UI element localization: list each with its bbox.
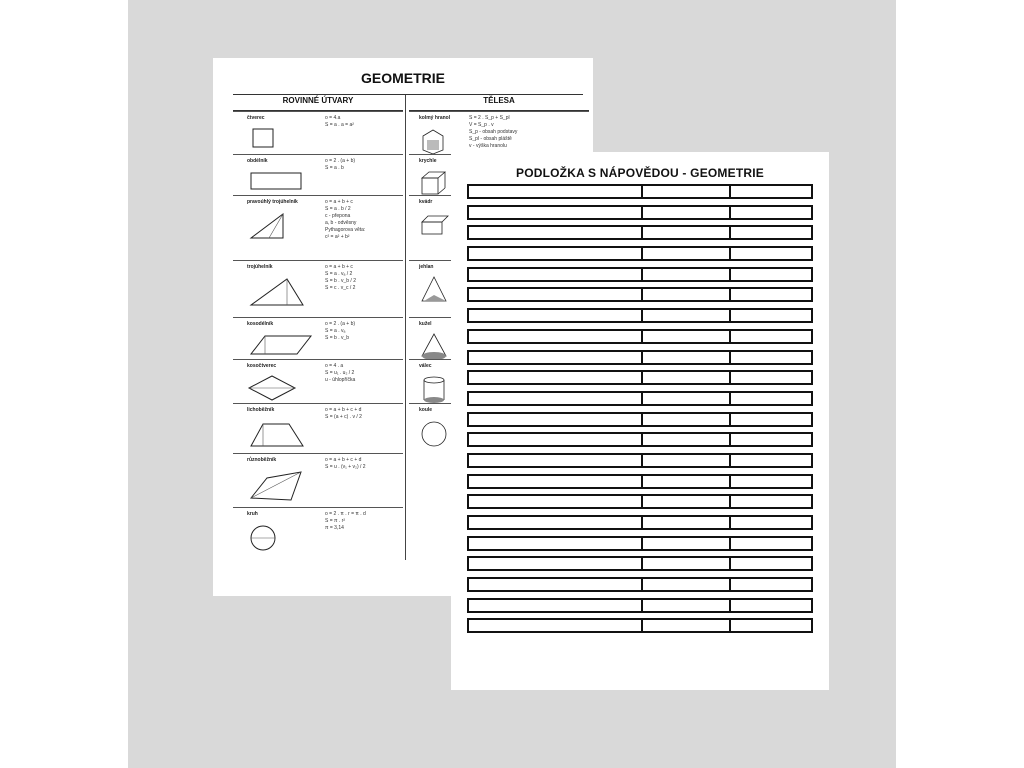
shape-row	[233, 403, 403, 454]
shape-formula: o = a + b + c + d S = u . (v₁ + v₂) / 2	[325, 457, 366, 470]
answer-cell-col1	[467, 184, 643, 199]
shape-name: různoběžník	[247, 457, 277, 463]
shape-row	[233, 359, 403, 404]
answer-cell-col2	[641, 370, 731, 385]
answer-row	[467, 577, 813, 598]
shape-name: pravoúhlý trojúhelník	[247, 199, 298, 205]
shape-name: kruh	[247, 511, 258, 517]
answer-row	[467, 412, 813, 433]
answer-cell-col2	[641, 412, 731, 427]
answer-cell-col2	[641, 246, 731, 261]
shape-row	[233, 317, 403, 360]
answer-cell-col1	[467, 391, 643, 406]
answer-cell-col2	[641, 577, 731, 592]
answer-cell-col1	[467, 370, 643, 385]
answer-cell-col3	[729, 474, 813, 489]
shape-row	[233, 195, 403, 261]
shape-formula: o = a + b + c S = a . vₐ / 2 S = b . v_b / 2 S = c . v_c / 2	[325, 264, 356, 291]
answer-cell-col1	[467, 577, 643, 592]
shape-figure	[247, 275, 307, 314]
solid-name: jehlan	[419, 264, 434, 270]
shape-row	[233, 111, 403, 155]
solid-name: kvádr	[419, 199, 433, 205]
answer-cell-col2	[641, 494, 731, 509]
answer-cell-col1	[467, 556, 643, 571]
shape-name: obdélník	[247, 158, 268, 164]
answer-cell-col3	[729, 556, 813, 571]
shape-figure	[247, 126, 279, 157]
pad-title: PODLOŽKA S NÁPOVĚDOU - GEOMETRIE	[516, 166, 764, 180]
answer-row	[467, 246, 813, 267]
column-divider	[405, 95, 406, 560]
answer-cell-col3	[729, 494, 813, 509]
shape-formula: o = 4.a S = a . a = a²	[325, 115, 354, 128]
solid-name: válec	[419, 363, 432, 369]
shape-formula: o = 2 . (a + b) S = a . vₐ S = b . v_b	[325, 321, 356, 341]
answer-cell-col3	[729, 267, 813, 282]
answer-cell-col2	[641, 184, 731, 199]
answer-cell-col3	[729, 308, 813, 323]
answer-cell-col1	[467, 308, 643, 323]
answer-row	[467, 267, 813, 288]
shape-formula: o = 4 . a S = u₁ . u₂ / 2 u - úhlopříčka	[325, 363, 356, 383]
shape-formula: o = 2 . π . r = π . d S = π . r² π = 3,14	[325, 511, 366, 531]
answer-cell-col2	[641, 515, 731, 530]
answer-cell-col3	[729, 329, 813, 344]
answer-cell-col1	[467, 225, 643, 240]
shape-name: kosočtverec	[247, 363, 277, 369]
answer-cell-col1	[467, 453, 643, 468]
answer-row	[467, 370, 813, 391]
shape-name: čtverec	[247, 115, 265, 121]
answer-cell-col2	[641, 556, 731, 571]
answer-cell-col2	[641, 205, 731, 220]
answer-row	[467, 598, 813, 619]
answer-cell-col1	[467, 350, 643, 365]
shape-formula: o = 2 . (a + b) S = a . b	[325, 158, 356, 171]
answer-cell-col2	[641, 474, 731, 489]
answer-cell-col1	[467, 432, 643, 447]
answer-row	[467, 308, 813, 329]
solid-name: koule	[419, 407, 433, 413]
answer-cell-col2	[641, 329, 731, 344]
answer-cell-col3	[729, 618, 813, 633]
answer-cell-col2	[641, 350, 731, 365]
answer-cell-col3	[729, 391, 813, 406]
answer-cell-col3	[729, 225, 813, 240]
shape-row	[233, 453, 403, 508]
answer-cell-col2	[641, 618, 731, 633]
col-header-plane-shapes: ROVINNÉ ÚTVARY	[233, 96, 403, 111]
answer-row	[467, 536, 813, 557]
answer-cell-col1	[467, 536, 643, 551]
answer-row	[467, 205, 813, 226]
solid-name: kolmý hranol	[419, 115, 451, 121]
answer-row	[467, 494, 813, 515]
answer-cell-col1	[467, 618, 643, 633]
answer-cell-col3	[729, 432, 813, 447]
answer-pad-sheet	[451, 152, 829, 690]
shape-row	[233, 154, 403, 196]
shape-figure	[247, 210, 291, 247]
answer-row	[467, 556, 813, 577]
answer-cell-col3	[729, 246, 813, 261]
answer-row	[467, 515, 813, 536]
answer-cell-col1	[467, 205, 643, 220]
answer-cell-col2	[641, 287, 731, 302]
col-header-solids: TĚLESA	[409, 96, 589, 111]
shape-formula: o = a + b + c S = a . b / 2 c - přepona a, b - odvěsny Pythagorova věta: c² = a² + b²	[325, 199, 366, 240]
answer-cell-col1	[467, 329, 643, 344]
shape-figure	[247, 522, 279, 559]
shape-row	[233, 507, 403, 558]
answer-cell-col2	[641, 453, 731, 468]
answer-row	[467, 184, 813, 205]
answer-cell-col3	[729, 536, 813, 551]
answer-cell-col2	[641, 308, 731, 323]
answer-cell-col2	[641, 267, 731, 282]
answer-cell-col1	[467, 494, 643, 509]
answer-cell-col2	[641, 391, 731, 406]
answer-cell-col3	[729, 577, 813, 592]
answer-cell-col2	[641, 432, 731, 447]
answer-cell-col3	[729, 184, 813, 199]
answer-cell-col3	[729, 453, 813, 468]
answer-row	[467, 391, 813, 412]
answer-row	[467, 474, 813, 495]
shape-figure	[247, 468, 307, 509]
reference-title: GEOMETRIE	[360, 70, 445, 86]
answer-cell-col3	[729, 350, 813, 365]
shape-formula: o = a + b + c + d S = (a + c) . v / 2	[325, 407, 362, 420]
solid-figure	[419, 210, 449, 243]
shape-row	[233, 260, 403, 318]
answer-cell-col2	[641, 225, 731, 240]
solid-name: krychle	[419, 158, 437, 164]
shape-name: lichoběžník	[247, 407, 275, 413]
answer-cell-col1	[467, 474, 643, 489]
shape-figure	[247, 418, 307, 455]
answer-row	[467, 287, 813, 308]
answer-cell-col1	[467, 515, 643, 530]
solid-formula: S = 2 . S_p + S_pl V = S_p . v S_p - obsah podstavy S_pl - obsah pláště v - výška hranolu	[469, 115, 518, 149]
solid-row	[409, 111, 589, 155]
answer-cell-col3	[729, 598, 813, 613]
answer-cell-col1	[467, 412, 643, 427]
answer-row	[467, 329, 813, 350]
answer-cell-col1	[467, 598, 643, 613]
answer-cell-col3	[729, 370, 813, 385]
answer-row	[467, 225, 813, 246]
answer-cell-col2	[641, 598, 731, 613]
answer-cell-col1	[467, 267, 643, 282]
answer-cell-col3	[729, 515, 813, 530]
answer-row	[467, 350, 813, 371]
solid-figure	[419, 418, 449, 455]
solid-figure	[419, 275, 449, 312]
shape-name: trojúhelník	[247, 264, 273, 270]
answer-row	[467, 453, 813, 474]
answer-cell-col1	[467, 246, 643, 261]
answer-cell-col3	[729, 287, 813, 302]
solid-name: kužel	[419, 321, 432, 327]
answer-row	[467, 432, 813, 453]
shape-name: kosodélník	[247, 321, 274, 327]
shape-figure	[247, 169, 307, 198]
answer-grid	[467, 184, 813, 639]
answer-cell-col3	[729, 412, 813, 427]
answer-cell-col2	[641, 536, 731, 551]
answer-cell-col1	[467, 287, 643, 302]
answer-row	[467, 618, 813, 639]
answer-cell-col3	[729, 205, 813, 220]
